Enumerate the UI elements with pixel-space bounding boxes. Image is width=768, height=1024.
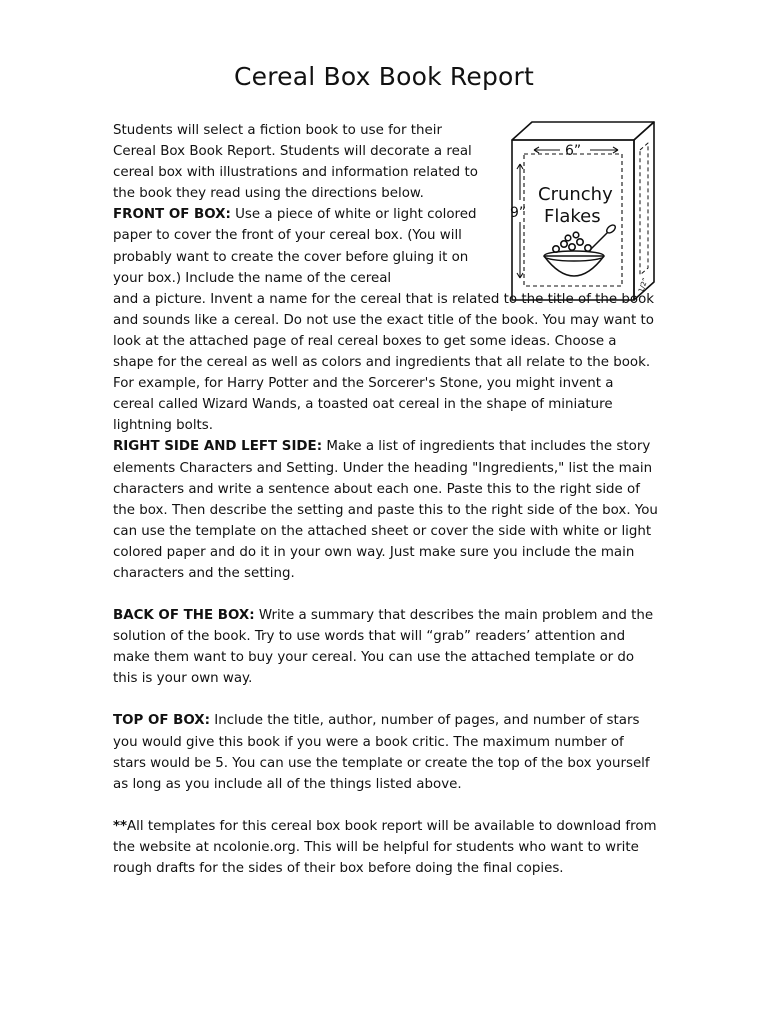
note-prefix: ** (113, 818, 128, 834)
front-of-box-text: Use a piece of white or light colored paper to cover the front of your cereal box. (You will probably want to create the cover before gluing it on your box.) Include the name of the cereal (113, 207, 477, 286)
front-of-box-heading: FRONT OF BOX: (113, 207, 231, 223)
back-of-box-text: Write a summary that describes the main problem and the solution of the book. Try to use words that will “grab” readers’ attention and make them want to buy your cereal. You can use the attached template or do this is your own way. (113, 608, 654, 687)
top-of-box-text: Include the title, author, number of pages, and number of stars you would give this book if you were a book critic. The maximum number of stars would be 5. You can use the template or create the top of the box yourself as long as you include all of the things listed above. (113, 713, 650, 792)
intro-paragraph: Students will select a fiction book to use for their Cereal Box Book Report. Students will decorate a real cereal box with illustrations and information related to the book they read using the directions below. (113, 123, 478, 202)
depth-label: 1/2” (637, 276, 650, 294)
templates-note-paragraph (113, 816, 658, 879)
document-body (113, 120, 658, 879)
page-title: Cereal Box Book Report (233, 62, 535, 91)
note-text: All templates for this cereal box book report will be available to download from the website at ncolonie.org. This will be helpful for students who want to write rough drafts for the sides of their box before doing the final copies. (113, 818, 657, 876)
top-of-box-paragraph (113, 710, 658, 794)
sides-text: Make a list of ingredients that includes the story elements Characters and Setting. Under the heading "Ingredients," list the main characters and write a sentence about each one. Paste this to the right side of the box. Then describe the setting and paste this to the right side of the box. You can use the template on the attached sheet or cover the side with white or light colored paper and do it in your own way. Just make sure you include the main characters and the setting. (113, 439, 658, 581)
top-of-box-heading: TOP OF BOX: (113, 713, 210, 729)
brand-line-1: Crunchy (538, 184, 613, 205)
front-of-box-paragraph-continued: and a picture. Invent a name for the cereal that is related to the title of the book and sounds like a cereal. Do not use the exact title of the book. You may want to look at the attached page of real cereal boxes to get some ideas. Choose a shape for the cereal as well as colors and ingredients that all relate to the book. For example, for Harry Potter and the Sorcerer's Stone, you might invent a cereal called Wizard Wands, a toasted oat cereal in the shape of miniature lightning bolts. (113, 291, 655, 434)
back-of-box-heading: BACK OF THE BOX: (113, 608, 255, 624)
width-label: 6” (565, 143, 582, 159)
brand-line-2: Flakes (544, 206, 601, 227)
front-of-box-paragraph (113, 204, 485, 288)
back-of-box-paragraph (113, 605, 658, 689)
sides-heading: RIGHT SIDE AND LEFT SIDE: (113, 439, 323, 455)
height-label: 9” (510, 205, 527, 221)
sides-paragraph (113, 436, 658, 584)
